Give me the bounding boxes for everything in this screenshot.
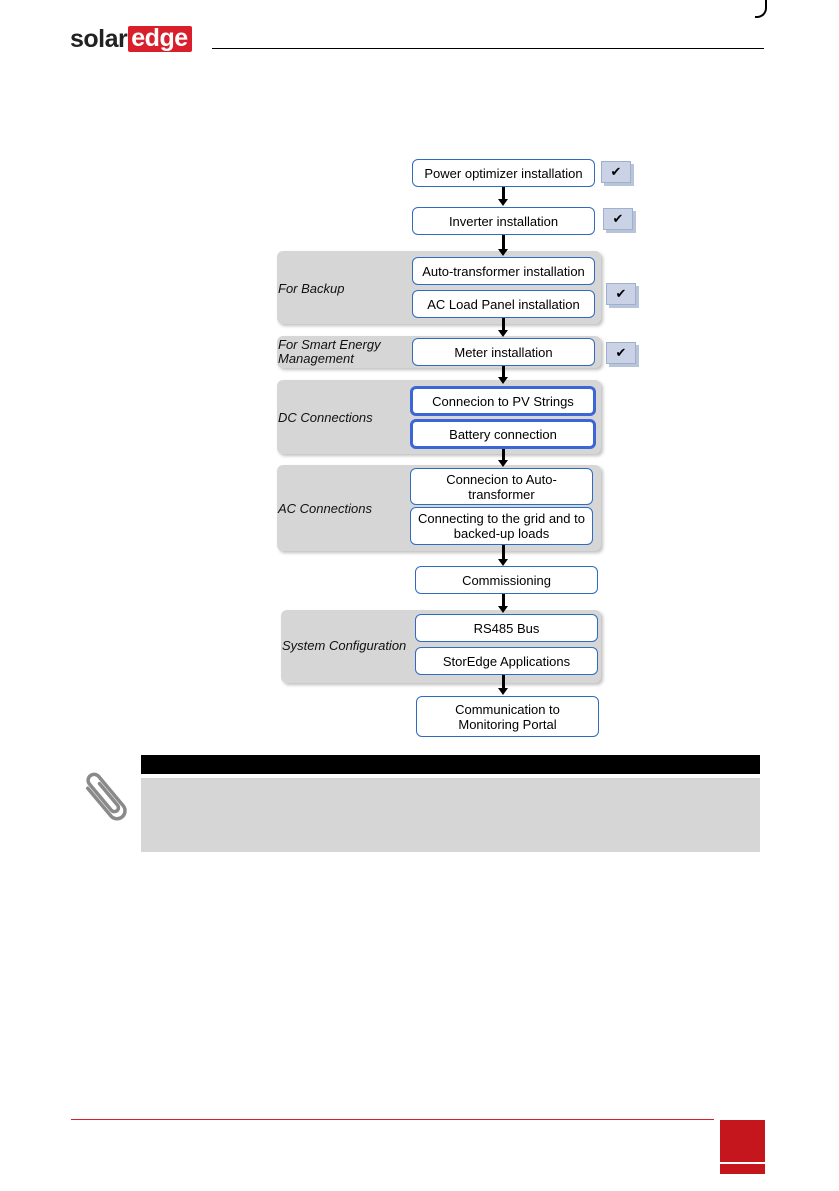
footer-rule: [71, 1119, 714, 1120]
group-label-system-config: System Configuration: [282, 638, 407, 653]
flow-arrow-line: [502, 675, 505, 688]
flow-arrow-head: [498, 460, 508, 467]
footer-strip: [720, 1164, 765, 1174]
step-grid-loads: Connecting to the grid and to backed-up loads: [410, 507, 593, 545]
note-header-bar: [141, 755, 760, 774]
step-meter: Meter installation: [412, 338, 595, 366]
step-ac-load-panel: AC Load Panel installation: [412, 290, 595, 318]
group-label-ac: AC Connections: [278, 501, 372, 516]
group-label-backup: For Backup: [278, 281, 345, 296]
flow-arrow-head: [498, 559, 508, 566]
logo-edge-text: edge: [128, 26, 191, 52]
flow-arrow-head: [498, 606, 508, 613]
checkmark-icon: ✔: [606, 342, 636, 364]
group-label-dc: DC Connections: [278, 410, 373, 425]
flow-arrow-line: [502, 594, 505, 606]
step-inverter: Inverter installation: [412, 207, 595, 235]
note-body: [141, 778, 760, 852]
header-rule: [212, 48, 764, 49]
group-label-smart-energy: For Smart Energy Management: [278, 337, 381, 366]
flow-arrow-head: [498, 199, 508, 206]
solaredge-logo: [70, 26, 192, 52]
flow-arrow-line: [502, 235, 505, 249]
step-power-optimizer: Power optimizer installation: [412, 159, 595, 187]
flow-arrow-head: [498, 688, 508, 695]
flow-arrow-head: [498, 330, 508, 337]
crop-mark: [755, 0, 767, 18]
checkmark-icon: ✔: [603, 208, 633, 230]
checkmark-icon: ✔: [601, 161, 631, 183]
flow-arrow-line: [502, 449, 505, 460]
logo-solar-text: solar: [70, 24, 128, 53]
step-auto-transformer: Auto-transformer installation: [412, 257, 595, 285]
flow-arrow-head: [498, 377, 508, 384]
paperclip-icon: [78, 768, 138, 832]
page-number-box: [720, 1120, 765, 1162]
step-pv-strings: Connecion to PV Strings: [410, 386, 596, 416]
step-commissioning: Commissioning: [415, 566, 598, 594]
step-rs485: RS485 Bus: [415, 614, 598, 642]
flow-arrow-line: [502, 545, 505, 559]
step-monitoring: Communication to Monitoring Portal: [416, 696, 599, 737]
step-battery: Battery connection: [410, 419, 596, 449]
step-storedge-apps: StorEdge Applications: [415, 647, 598, 675]
flow-arrow-head: [498, 249, 508, 256]
checkmark-icon: ✔: [606, 283, 636, 305]
flow-arrow-line: [502, 318, 505, 330]
flow-arrow-line: [502, 187, 505, 199]
step-conn-auto-transformer: Connecion to Auto-transformer: [410, 468, 593, 505]
